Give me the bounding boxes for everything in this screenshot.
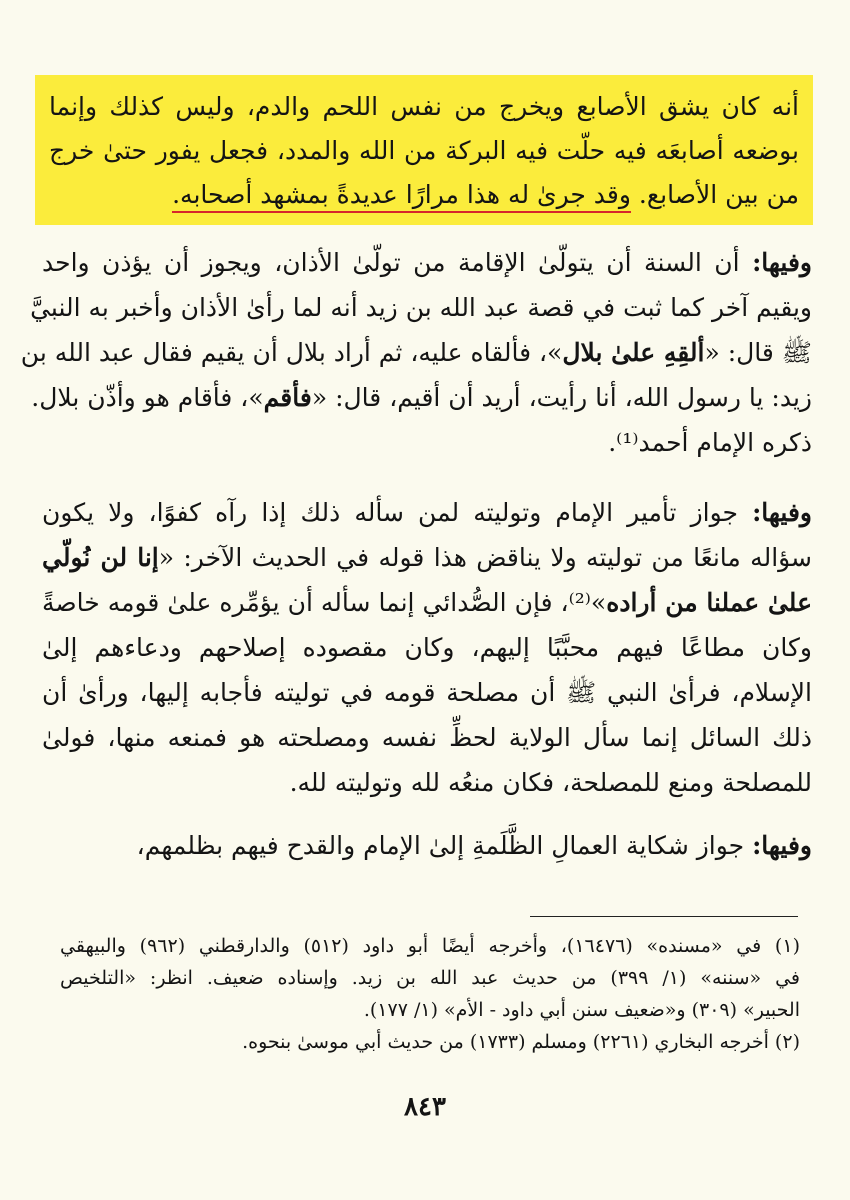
text-line: وفيها: جواز شكاية العمالِ الظَّلَمةِ إلىٰ الإمام والقدح فيهم بظلمهم، <box>136 831 812 860</box>
text-line: وكان مطاعًا فيهم محبَّبًا إليهم، وكان مقصوده إصلاحهم ودعاءهم إلىٰ <box>42 633 812 662</box>
hadith-quote: ألقِهِ علىٰ بلال <box>562 338 705 367</box>
text-line: زيد: يا رسول الله، أنا رأيت، أريد أن أقيم، قال: «فأقم»، فأقام هو وأذّن بلال. <box>31 383 812 412</box>
footnote-divider <box>530 916 798 917</box>
text-line: ذلك السائل إنما سأل الولاية لحظِّ نفسه ومصلحته هو فمنعه منها، فولىٰ <box>42 723 812 752</box>
footnote-line: الحبير» (٣٠٩) و«ضعيف سنن أبي داود - الأم» (١/ ١٧٧). <box>363 999 800 1021</box>
footnote-line: (١) في «مسنده» (١٦٤٧٦)، وأخرجه أيضًا أبو داود (٥١٢) والدارقطني (٩٦٢) والبيهقي <box>60 935 800 957</box>
highlighted-passage <box>35 75 813 225</box>
highlight-line: أنه كان يشق الأصابع ويخرج من نفس اللحم والدم، وليس كذلك وإنما <box>49 92 799 121</box>
paragraph-appointing-governor <box>42 490 812 805</box>
red-underlined-sentence: وقد جرىٰ له هذا مرارًا عديدةً بمشهد أصحابه. <box>172 180 631 213</box>
text-line: وفيها: أن السنة أن يتولّىٰ الإقامة من تولّىٰ الأذان، ويجوز أن يؤذن واحد <box>42 248 812 277</box>
section-lead: وفيها: <box>752 831 812 860</box>
text-line: للمصلحة ومنع للمصلحة، فكان منعُه لله وتوليته لله. <box>289 768 812 797</box>
section-lead: وفيها: <box>752 248 812 277</box>
text-line: ويقيم آخر كما ثبت في قصة عبد الله بن زيد أنه لما رأىٰ الأذان وأخبر به النبيَّ <box>30 293 812 322</box>
hadith-quote: فأقم <box>263 383 312 412</box>
text-line: الإسلام، فرأىٰ النبي ﷺ أن مصلحة قومه في توليته فأجابه إليها، ورأىٰ أن <box>42 678 812 707</box>
page-number: ٨٤٣ <box>404 1092 446 1122</box>
footnote-line: في «سننه» (١/ ٣٩٩) من حديث عبد الله بن زيد. وإسناده ضعيف. انظر: «التلخيص <box>60 967 800 989</box>
paragraph-adhan-iqama <box>20 240 812 465</box>
highlight-line <box>49 173 799 217</box>
section-lead: وفيها: <box>752 498 812 527</box>
hadith-quote: علىٰ عملنا من أراده <box>606 588 812 617</box>
highlight-text: من بين الأصابع. <box>630 180 799 209</box>
hadith-quote: إنا لن نُولّي <box>42 543 159 572</box>
highlight-line: بوضعه أصابعَه فيه حلّت فيه البركة من الله والمدد، فجعل يفور حتىٰ خرج <box>49 136 799 165</box>
footnote-line: (٢) أخرجه البخاري (٢٢٦١) ومسلم (١٧٣٣) من حديث أبي موسىٰ بنحوه. <box>242 1031 800 1053</box>
paragraph-complaint <box>42 823 812 868</box>
text-line: علىٰ عملنا من أراده»⁽²⁾، فإن الصُّدائي إنما سأله أن يؤمِّره علىٰ قومه خاصةً <box>42 588 812 617</box>
footnotes <box>60 930 800 1058</box>
text-line: ﷺ قال: «ألقِهِ علىٰ بلال»، فألقاه عليه، ثم أراد بلال أن يقيم فقال عبد الله بن <box>20 338 812 367</box>
text-line: سؤاله مانعًا من توليته ولا يناقض هذا قوله في الحديث الآخر: «إنا لن نُولّي <box>42 543 813 572</box>
text-line: ذكره الإمام أحمد⁽¹⁾. <box>608 428 812 457</box>
text-line: وفيها: جواز تأمير الإمام وتوليته لمن سأله ذلك إذا رآه كفوًا، ولا يكون <box>42 498 812 527</box>
